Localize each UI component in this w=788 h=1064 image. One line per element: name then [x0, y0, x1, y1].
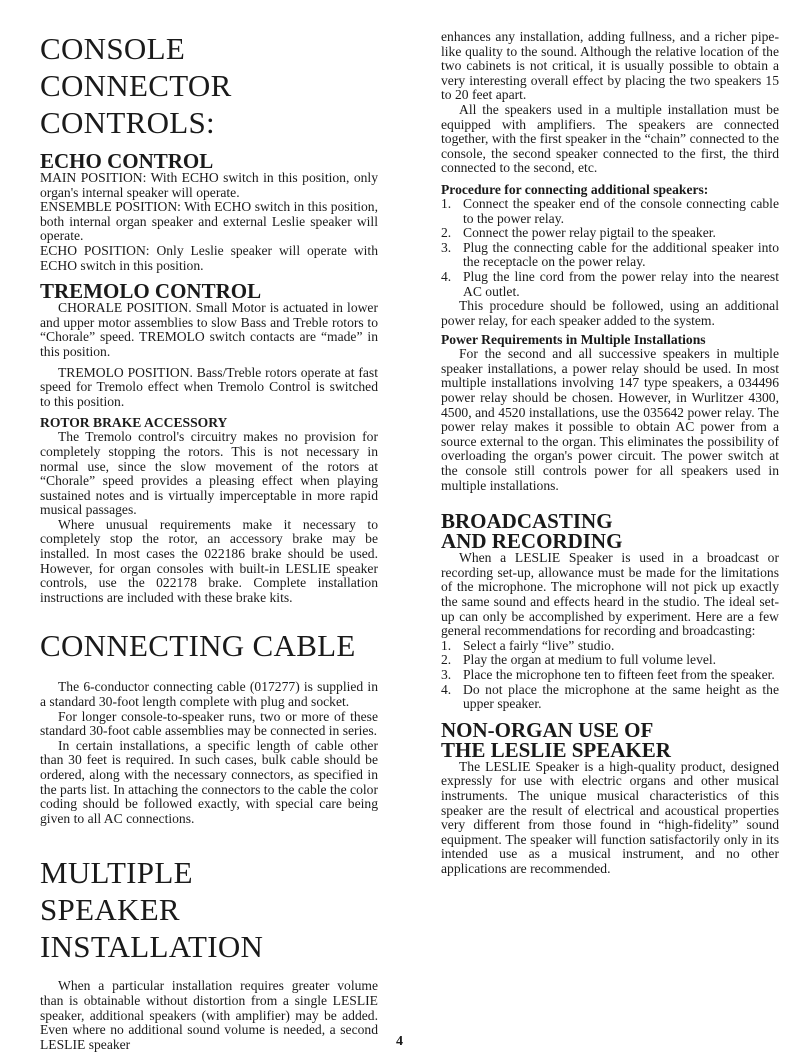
item-text: Play the organ at medium to full volume level. [463, 652, 717, 668]
list-item [441, 683, 779, 712]
paragraph: All the speakers used in a multiple installation must be equipped with amplifiers. The speakers are connected together, with the first speaker in the “chain” connected to the console, the second speaker connected to the first, the third connected to the second, etc. [441, 101, 779, 176]
paragraph: Where unusual requirements make it necessary to completely stop the rotor, an accessory brake may be installed. In most cases the 022186 brake should be used. However, for organ consoles with built-in LESLIE speaker controls, use the 022178 brake. Complete installation instructions are included with these brake kits. [40, 516, 378, 605]
paragraph: ENSEMBLE POSITION: With ECHO switch in this position, both internal organ speaker and external Leslie speaker will operate. [40, 199, 378, 244]
paragraph: This procedure should be followed, using an additional power relay, for each speaker added to the system. [441, 298, 779, 328]
paragraph: MAIN POSITION: With ECHO switch in this position, only organ's internal speaker will operate. [40, 170, 378, 200]
paragraph: For the second and all successive speakers in multiple speaker installations, a power relay should be used. In most multiple installations involving 147 type speakers, a 034496 power relay should be chosen. However, in Wurlitzer 4300, 4500, and 4520 installations, use the 035642 power relay. The power relay makes it possible to obtain AC power from a source external to the organ. This eliminates the possibility of overloading the organ's power circuit. The power switch at the console still controls power for all speakers used in multiple installations. [441, 346, 779, 493]
heading-line: THE LESLIE SPEAKER [441, 737, 671, 762]
list-item [441, 668, 779, 683]
paragraph: For longer console-to-speaker runs, two or more of these standard 30-foot cable assemblies may be connected in series. [40, 708, 378, 739]
heading-line: BROADCASTING [441, 509, 613, 534]
paragraph: The 6-conductor connecting cable (017277) is supplied in a standard 30-foot length complete with plug and socket. [40, 679, 378, 710]
item-number: 1. [441, 195, 452, 211]
section-title-console-controls: CONSOLE CONNECTOR CONTROLS: [40, 31, 232, 140]
list-item [441, 270, 779, 299]
item-number: 4. [441, 268, 452, 284]
procedure-list [441, 197, 779, 299]
item-text: Do not place the microphone at the same height as the upper speaker. [463, 681, 779, 712]
paragraph: When a LESLIE Speaker is used in a broadcast or recording set-up, allowance must be made for the limitations of the microphone. The microphone will not pick up exactly the same sound and effects heard in the studio. The ideal set-up can only be accomplished by experiment. Here are a few general recommendations for recording and broadcasting: [441, 550, 779, 639]
heading-procedure: Procedure for connecting additional speakers: [441, 181, 709, 197]
heading-line: AND RECORDING [441, 529, 623, 554]
recommendations-list [441, 639, 779, 712]
item-number: 3. [441, 666, 452, 682]
heading-line: NON-ORGAN USE OF [441, 717, 654, 742]
right-column [441, 0, 779, 877]
item-text: Plug the line cord from the power relay into the nearest AC outlet. [463, 268, 779, 299]
heading-power-requirements: Power Requirements in Multiple Installations [441, 332, 706, 348]
list-item [441, 653, 779, 668]
paragraph: TREMOLO POSITION. Bass/Treble rotors operate at fast speed for Tremolo effect when Tremolo Control is switched to this position. [40, 364, 378, 409]
item-number: 4. [441, 681, 452, 697]
paragraph: The LESLIE Speaker is a high-quality product, designed expressly for use with electric organs and other musical instruments. The unique musical characteristics of this speaker are the result of electrical and acoustical properties very different from those found in “high-fidelity” sound equipment. The speaker will function satisfactorily only in its intended use as a musical instrument, and no other applications are recommended. [441, 758, 779, 876]
item-number: 3. [441, 239, 452, 255]
item-text: Connect the speaker end of the console connecting cable to the power relay. [463, 195, 779, 226]
item-text: Connect the power relay pigtail to the speaker. [463, 225, 716, 241]
section-title-multiple-speaker: MULTIPLE SPEAKER INSTALLATION [40, 855, 264, 965]
paragraph: ECHO POSITION: Only Leslie speaker will operate with ECHO switch in this position. [40, 242, 378, 273]
item-text: Plug the connecting cable for the additional speaker into the receptacle on the power relay. [463, 239, 779, 270]
page-number: 4 [396, 1034, 403, 1049]
left-column [40, 0, 378, 1052]
paragraph: When a particular installation requires greater volume than is obtainable without distortion from a single LESLIE speaker, additional speakers (with amplifier) may be added. Even where no additional sound volume is needed, a second LESLIE speaker [40, 978, 378, 1052]
item-number: 2. [441, 225, 452, 241]
heading-broadcasting [441, 509, 779, 554]
item-number: 2. [441, 652, 452, 668]
heading-echo-control: ECHO CONTROL [40, 149, 214, 173]
item-text: Place the microphone ten to fifteen feet from the speaker. [463, 666, 775, 682]
list-item [441, 241, 779, 270]
item-text: Select a fairly “live” studio. [463, 637, 615, 653]
section-title-connecting-cable: CONNECTING CABLE [40, 628, 356, 664]
list-item [441, 226, 779, 241]
heading-non-organ-use [441, 717, 779, 762]
paragraph: CHORALE POSITION. Small Motor is actuated in lower and upper motor assemblies to slow Bass and Treble rotors to “Chorale” speed. TREMOLO switch contacts are “made” in this position. [40, 300, 378, 359]
paragraph: In certain installations, a specific length of cable other than 30 feet is required. In such cases, bulk cable should be ordered, along with the necessary connectors, as specified in the parts list. In attaching the connectors to the cable the color coding should be followed exactly, with special care being given to all AC connections. [40, 737, 378, 826]
paragraph: enhances any installation, adding fullness, and a richer pipe-like quality to the sound. Although the relative location of the two cabinets is not critical, it is usually possible to obtain a very interesting overall effect by placing the two speakers 15 to 20 feet apart. [441, 29, 779, 103]
heading-rotor-brake: ROTOR BRAKE ACCESSORY [40, 415, 228, 431]
list-item [441, 639, 779, 654]
heading-tremolo-control: TREMOLO CONTROL [40, 279, 262, 304]
item-number: 1. [441, 637, 452, 653]
list-item [441, 197, 779, 226]
paragraph: The Tremolo control's circuitry makes no provision for completely stopping the rotors. This is not necessary in normal use, since the slow movement of the rotors at “Chorale” speed provides a pleasing effect when playing sustained notes and is virtually imperceptable in more rapid musical passages. [40, 429, 378, 518]
